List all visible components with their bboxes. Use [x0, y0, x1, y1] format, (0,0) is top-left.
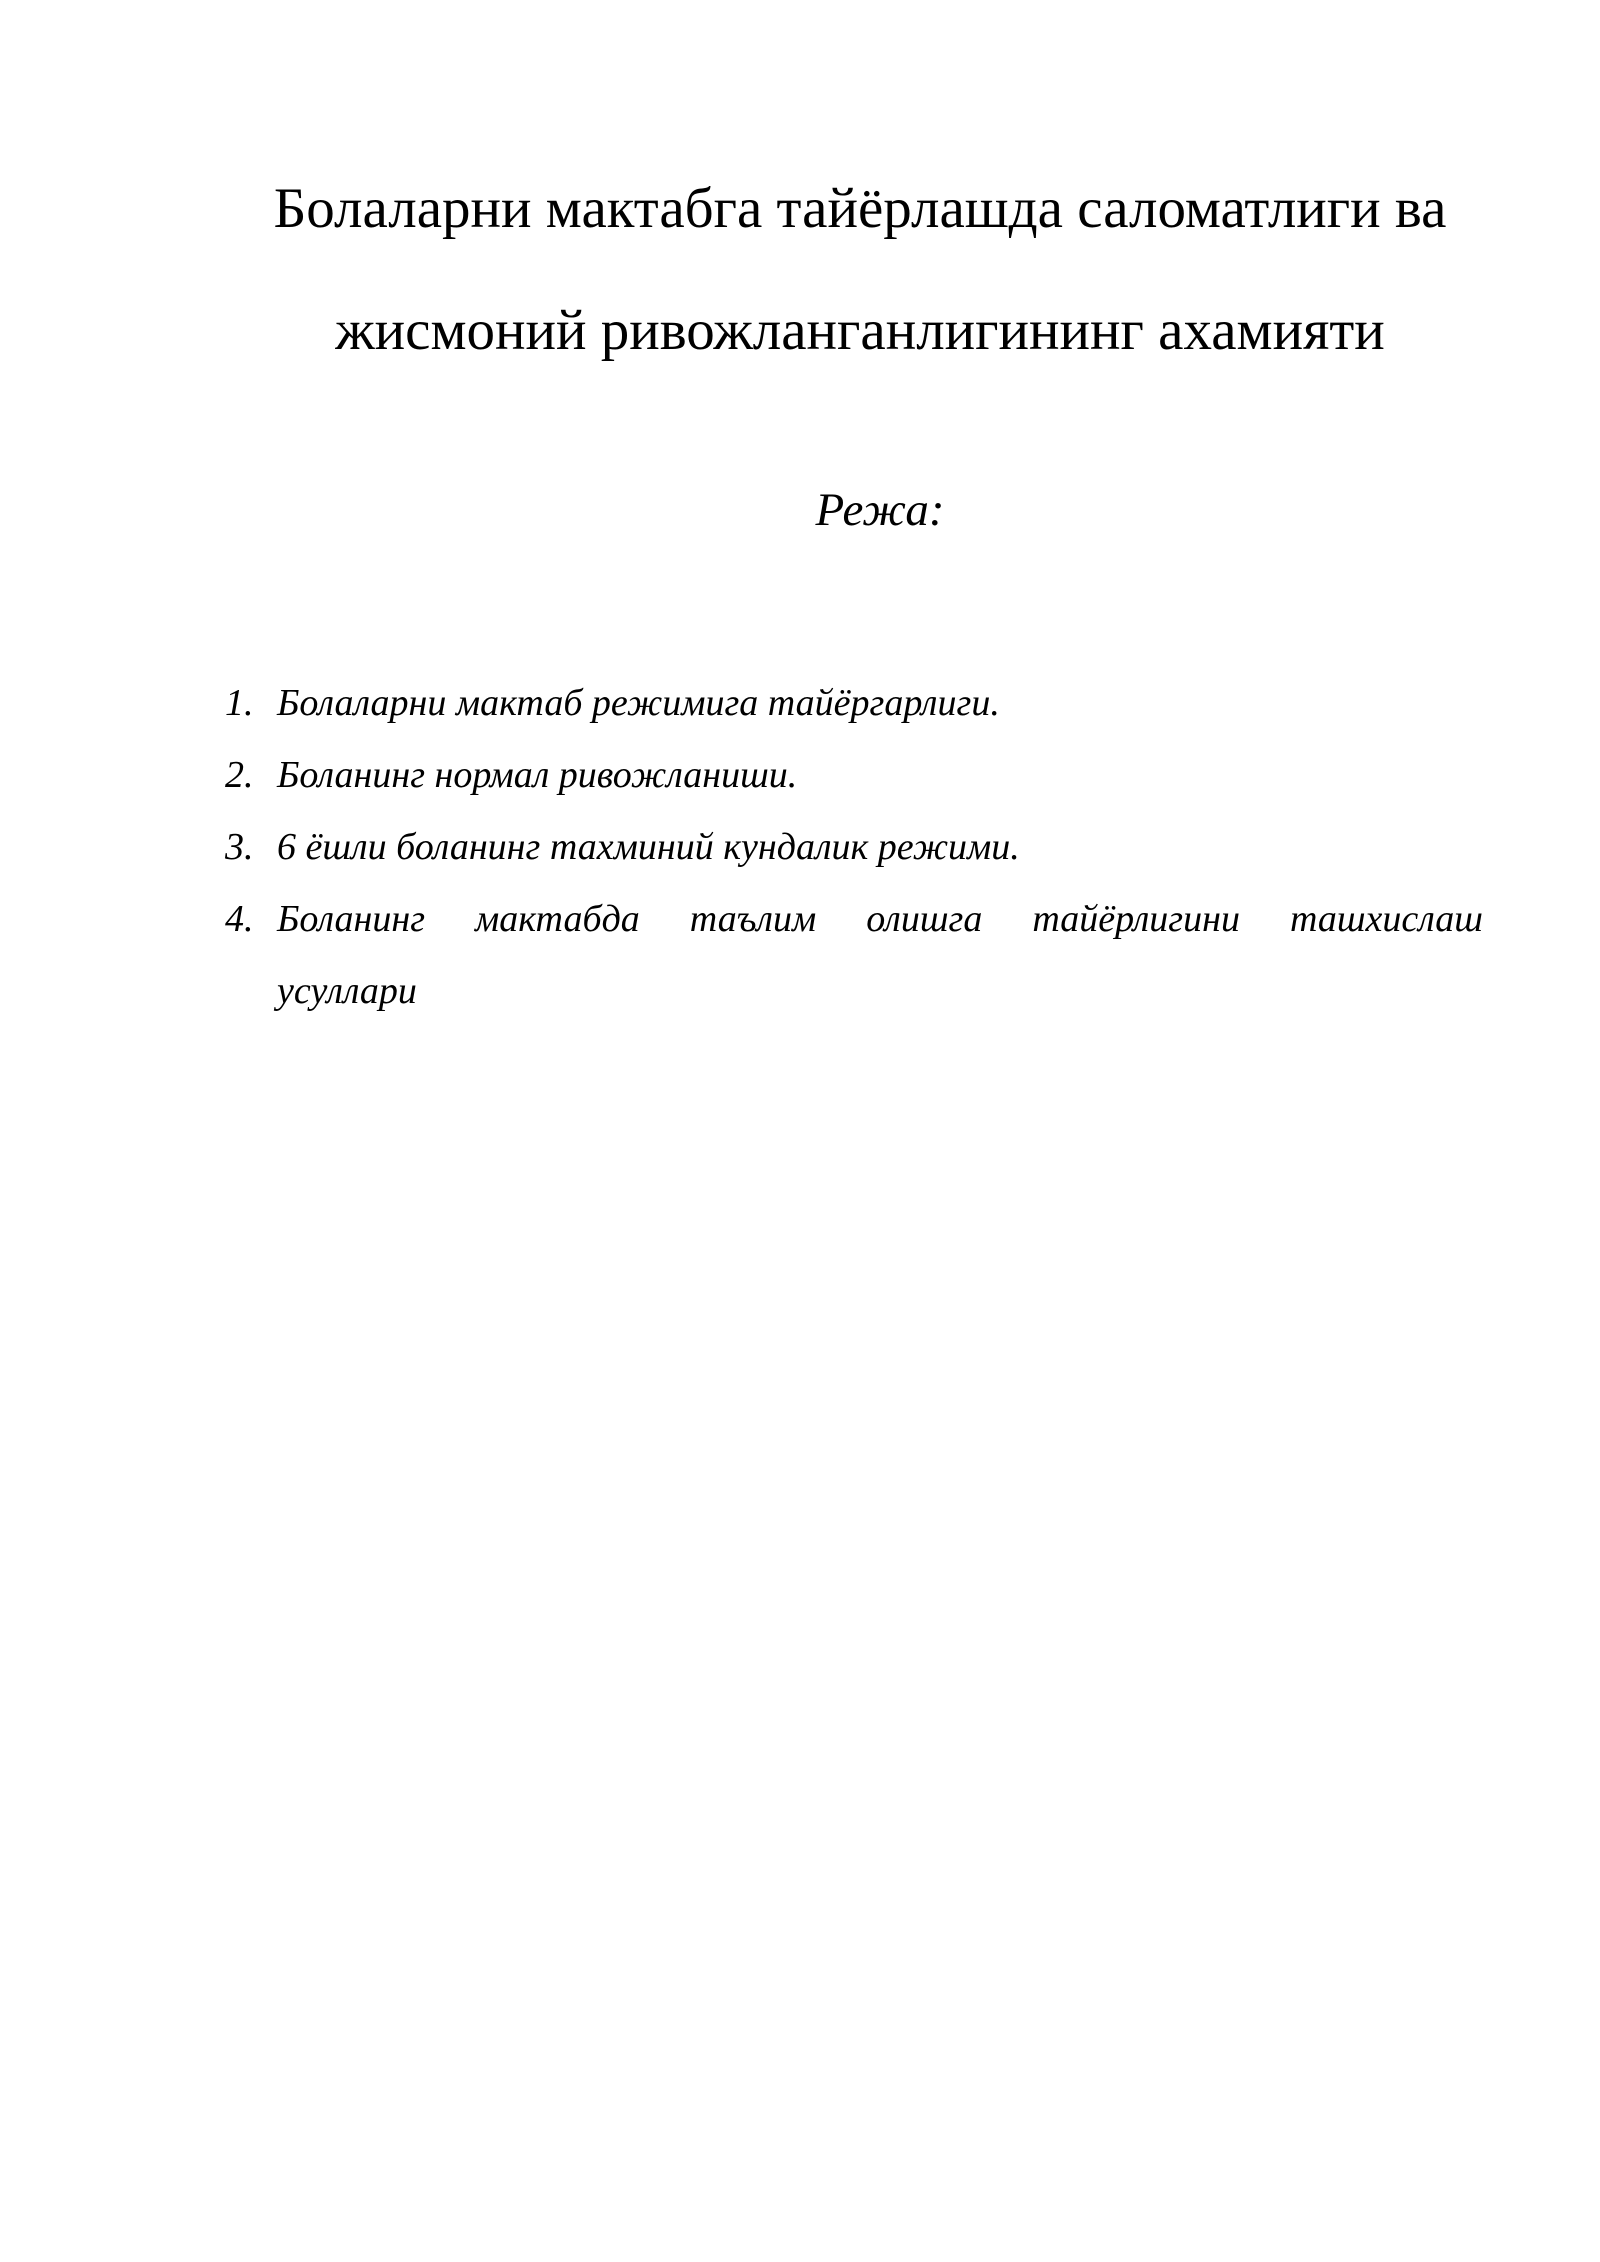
list-item-number: 3. [225, 826, 254, 868]
list-item-number: 2. [225, 754, 254, 796]
title-line-2: жисмоний ривожланганлигининг ахамияти [335, 299, 1385, 362]
list-item [225, 883, 1483, 1027]
list-item [225, 667, 1483, 739]
title-line-1: Болаларни мактабга тайёрлашда саломатлиги ва [273, 177, 1447, 240]
plan-heading: Режа: [815, 484, 945, 536]
document-title [200, 148, 1520, 392]
list-item [225, 739, 1483, 811]
list-item [225, 811, 1483, 883]
list-item-text-line-2: усуллари [277, 970, 417, 1012]
list-item-number: 4. [225, 898, 254, 940]
list-item-text: 6 ёшли боланинг тахминий кундалик режими. [277, 826, 1020, 868]
list-item-text: Боланинг нормал ривожланиши. [277, 754, 798, 796]
list-item-text: Болаларни мактаб режимига тайёргарлиги. [277, 682, 1000, 724]
list-item-number: 1. [225, 682, 254, 724]
plan-list [225, 667, 1483, 1027]
list-item-text-line-1: Боланинг мактабда таълим олишга тайёрлигини ташхислаш [277, 898, 1483, 940]
